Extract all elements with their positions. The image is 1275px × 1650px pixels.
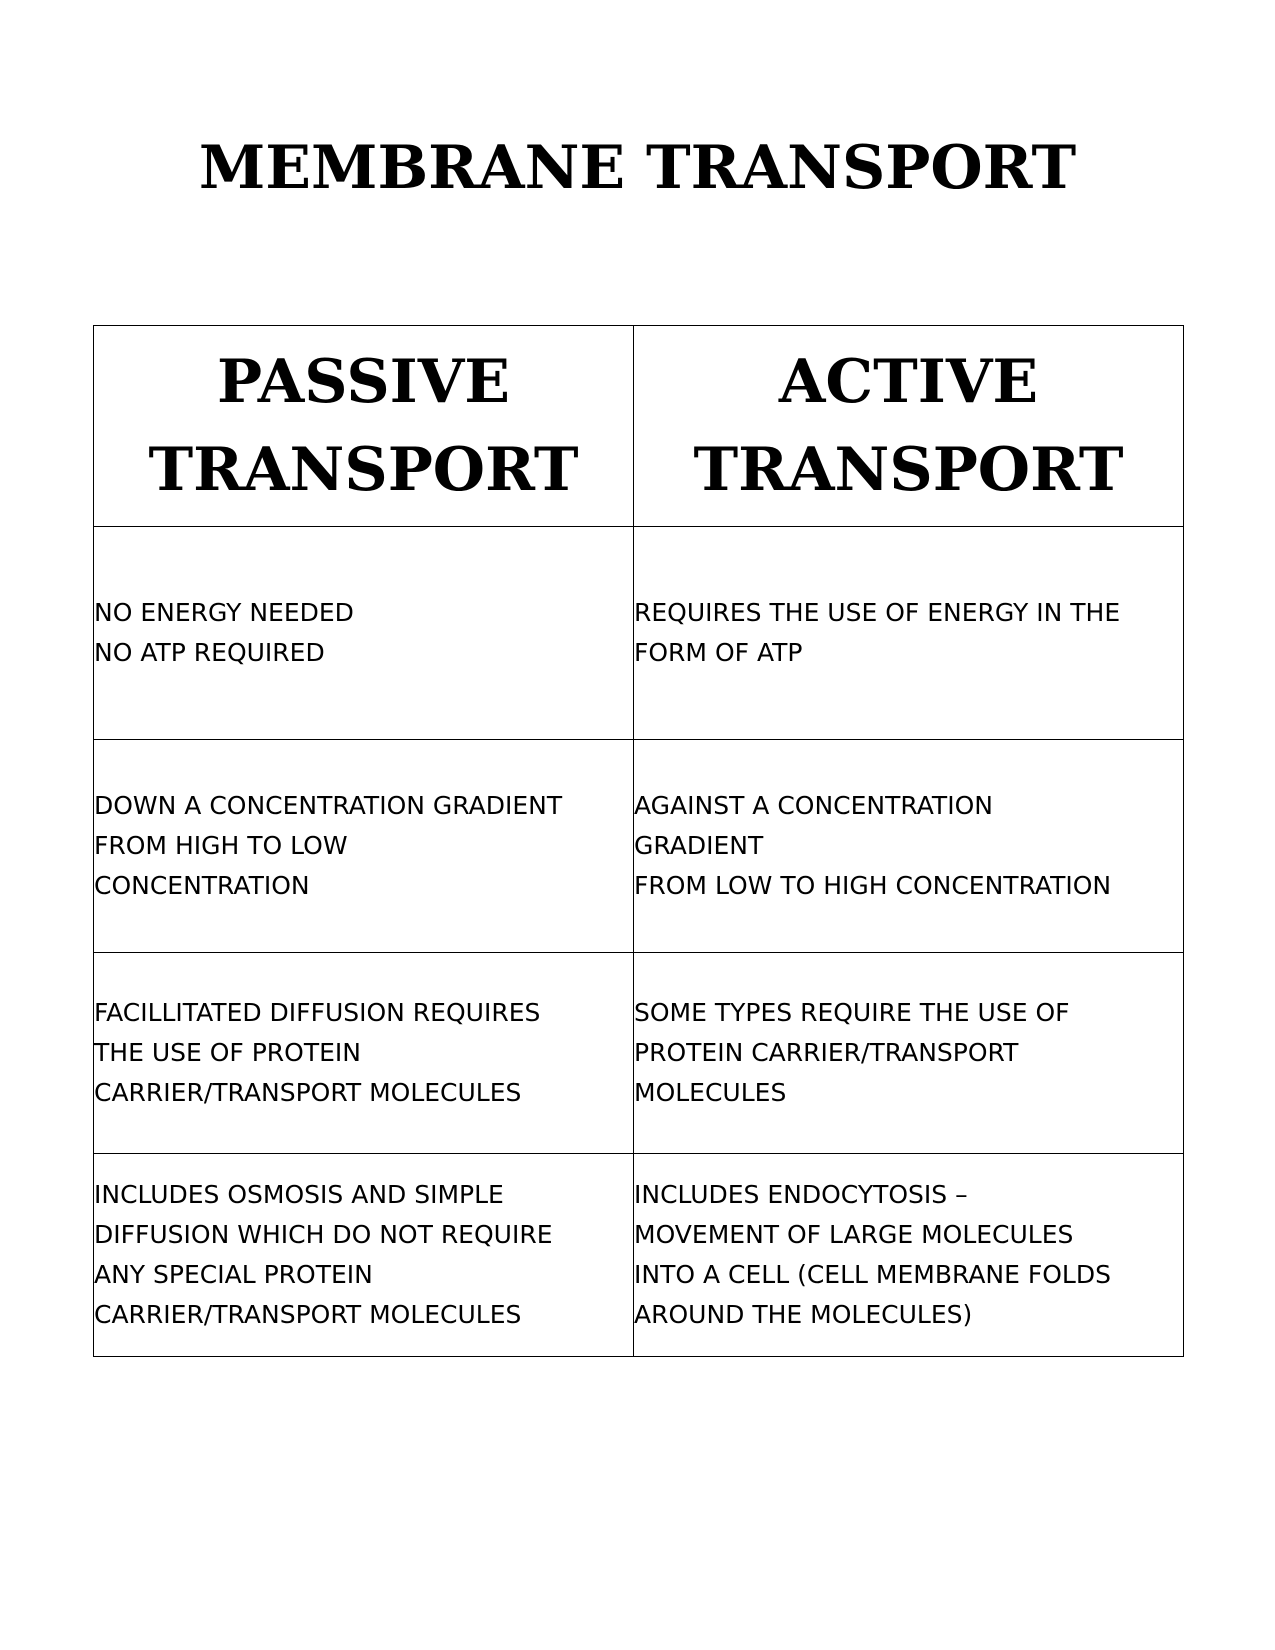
cell-line: INTO A CELL (CELL MEMBRANE FOLDS (634, 1260, 1111, 1289)
cell-line: INCLUDES OSMOSIS AND SIMPLE (94, 1180, 504, 1209)
cell-line: DIFFUSION WHICH DO NOT REQUIRE (94, 1220, 553, 1249)
active-cell (634, 527, 1184, 740)
cell-line: MOVEMENT OF LARGE MOLECULES (634, 1220, 1074, 1249)
cell-line: CARRIER/TRANSPORT MOLECULES (94, 1078, 522, 1107)
cell-line: FORM OF ATP (634, 638, 803, 667)
header-line: TRANSPORT (693, 435, 1124, 505)
header-line: PASSIVE (217, 347, 510, 417)
cell-line: AROUND THE MOLECULES) (634, 1300, 973, 1329)
passive-cell (94, 527, 634, 740)
cell-line: GRADIENT (634, 831, 764, 860)
cell-line: NO ATP REQUIRED (94, 638, 325, 667)
cell-line: THE USE OF PROTEIN (94, 1038, 361, 1067)
table-row (94, 953, 1184, 1154)
header-line: TRANSPORT (148, 435, 579, 505)
cell-line: PROTEIN CARRIER/TRANSPORT (634, 1038, 1019, 1067)
passive-transport-header (94, 326, 634, 527)
cell-line: CARRIER/TRANSPORT MOLECULES (94, 1300, 522, 1329)
cell-line: INCLUDES ENDOCYTOSIS – (634, 1180, 968, 1209)
table-row (94, 527, 1184, 740)
cell-line: DOWN A CONCENTRATION GRADIENT (94, 791, 563, 820)
passive-cell (94, 740, 634, 953)
cell-line: FACILLITATED DIFFUSION REQUIRES (94, 998, 541, 1027)
active-cell (634, 1154, 1184, 1357)
cell-line: REQUIRES THE USE OF ENERGY IN THE (634, 598, 1121, 627)
header-line: ACTIVE (778, 347, 1039, 417)
active-transport-header (634, 326, 1184, 527)
cell-line: MOLECULES (634, 1078, 787, 1107)
active-cell (634, 953, 1184, 1154)
cell-line: ANY SPECIAL PROTEIN (94, 1260, 373, 1289)
page-title: MEMBRANE TRANSPORT (198, 133, 1077, 203)
cell-line: SOME TYPES REQUIRE THE USE OF (634, 998, 1070, 1027)
passive-cell (94, 953, 634, 1154)
cell-line: AGAINST A CONCENTRATION (634, 791, 993, 820)
cell-line: CONCENTRATION (94, 871, 310, 900)
comparison-table (93, 325, 1184, 1357)
table-row (94, 1154, 1184, 1357)
active-cell (634, 740, 1184, 953)
cell-line: FROM LOW TO HIGH CONCENTRATION (634, 871, 1112, 900)
passive-cell (94, 1154, 634, 1357)
table-header-row (94, 326, 1184, 527)
table-row (94, 740, 1184, 953)
cell-line: FROM HIGH TO LOW (94, 831, 348, 860)
cell-line: NO ENERGY NEEDED (94, 598, 354, 627)
